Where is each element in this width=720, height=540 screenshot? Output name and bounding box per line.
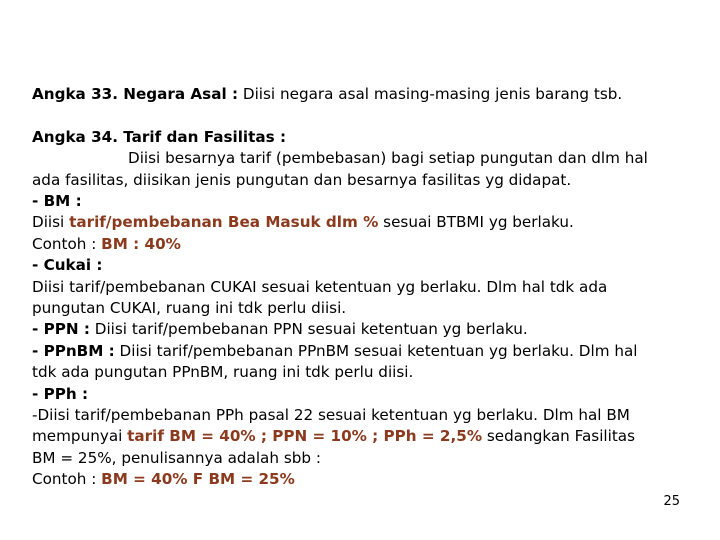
text: sedangkan Fasilitas [482,427,636,446]
emphasis: tarif BM = 40% ; PPN = 10% ; PPh = 2,5% [127,427,483,446]
line-angka-34 [32,127,692,148]
text: Diisi besarnya tarif (pembebasan) bagi setiap pungutan dan dlm hal [128,149,648,168]
line-ppnbm [32,341,692,362]
line [32,405,692,426]
label-pph: - PPh : [32,384,89,403]
spacer [32,105,692,126]
line-example-bm [32,234,692,255]
text: Contoh : [32,234,102,253]
label-cukai: - Cukai : [32,256,103,275]
line [32,426,692,447]
line [32,362,692,383]
emphasis: BM : 40% [101,234,181,253]
emphasis: BM = 40% F BM = 25% [101,470,295,489]
line [32,212,692,233]
text: mempunyai [32,427,128,446]
page-number: 25 [663,494,680,509]
text: Diisi tarif/pembebanan CUKAI sesuai ketentuan yg berlaku. Dlm hal tdk ada [32,277,608,296]
text: Diisi tarif/pembebanan PPN sesuai ketentuan yg berlaku. [89,320,528,339]
slide-body [32,84,692,491]
line [32,277,692,298]
line-cukai [32,255,692,276]
text: Diisi [32,213,70,232]
line [32,170,692,191]
text: pungutan CUKAI, ruang ini tdk perlu diisi. [32,299,347,318]
text: Diisi negara asal masing-masing jenis barang tsb. [238,85,623,103]
text: Contoh : [32,470,102,489]
label-ppnbm: - PPnBM : [32,341,115,360]
line-ppn [32,319,692,340]
line [32,148,692,169]
line [32,448,692,469]
line-angka-33 [32,84,692,105]
line-pph [32,384,692,405]
text: BM = 25%, penulisannya adalah sbb : [32,448,321,467]
label-bm: - BM : [32,192,82,211]
emphasis: tarif/pembebanan Bea Masuk dlm % [69,213,379,232]
heading-angka-33: Angka 33. Negara Asal : [32,85,239,103]
text: tdk ada pungutan PPnBM, ruang ini tdk perlu diisi. [32,363,414,382]
text: ada fasilitas, diisikan jenis pungutan dan besarnya fasilitas yg didapat. [32,170,572,189]
line [32,298,692,319]
text: sesuai BTBMI yg berlaku. [378,213,574,232]
text: -Diisi tarif/pembebanan PPh pasal 22 sesuai ketentuan yg berlaku. Dlm hal BM [32,406,630,425]
label-ppn: - PPN : [32,320,90,339]
heading-angka-34: Angka 34. Tarif dan Fasilitas : [32,127,287,146]
line-example-pph [32,469,692,490]
text: Diisi tarif/pembebanan PPnBM sesuai ketentuan yg berlaku. Dlm hal [114,341,638,360]
line-bm [32,191,692,212]
